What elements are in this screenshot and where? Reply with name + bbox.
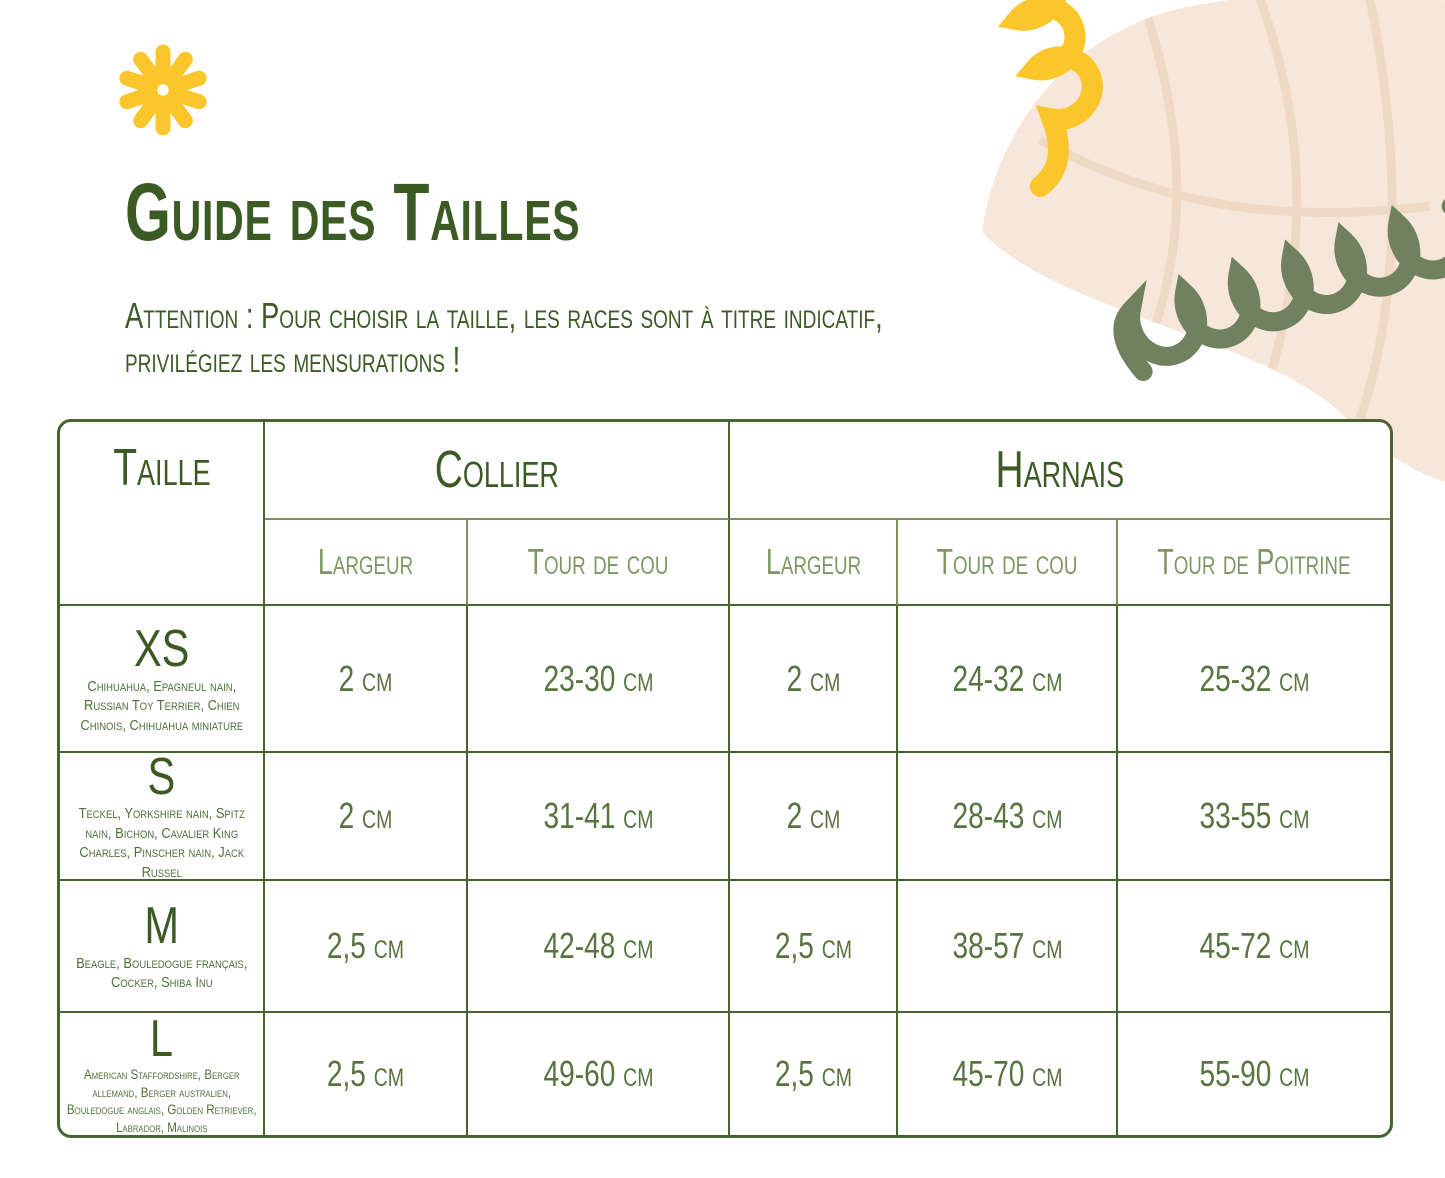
- subheader-collier-largeur: Largeur: [265, 520, 468, 606]
- group-header-collier: Collier: [265, 422, 730, 520]
- group-header-harnais: Harnais: [730, 422, 1390, 520]
- cell-xs-harnais-tour-de-poitrine: 25-32 cm: [1118, 606, 1390, 753]
- subheader-harnais-largeur: Largeur: [730, 520, 898, 606]
- warning-note: [125, 294, 1122, 382]
- cell-m-harnais-tour-de-poitrine: 45-72 cm: [1118, 881, 1390, 1013]
- cell-s-harnais-largeur: 2 cm: [730, 753, 898, 881]
- size-row-s-label: [60, 753, 265, 881]
- cell-s-harnais-tour-de-poitrine: 33-55 cm: [1118, 753, 1390, 881]
- subheader-collier-tour-de-cou: Tour de cou: [468, 520, 730, 606]
- cell-s-collier-largeur: 2 cm: [265, 753, 468, 881]
- subheader-harnais-tour-de-poitrine: Tour de Poitrine: [1118, 520, 1390, 606]
- breed-list: Teckel, Yorkshire nain, Spitz nain, Bichon, Cavalier King Charles, Pinscher nain, Jack Russel: [78, 805, 245, 881]
- breed-list: Beagle, Bouledogue français, Cocker, Shiba Inu: [75, 954, 248, 992]
- cell-xs-harnais-largeur: 2 cm: [730, 606, 898, 753]
- size-letter: L: [149, 1013, 174, 1068]
- cell-l-collier-tour-de-cou: 49-60 cm: [468, 1013, 730, 1135]
- cell-s-harnais-tour-de-cou: 28-43 cm: [898, 753, 1118, 881]
- cell-l-harnais-tour-de-cou: 45-70 cm: [898, 1013, 1118, 1135]
- size-guide-table: [57, 419, 1393, 1138]
- size-row-l-label: [60, 1013, 265, 1135]
- sunburst-icon: [127, 52, 199, 128]
- cell-xs-collier-largeur: 2 cm: [265, 606, 468, 753]
- cell-xs-collier-tour-de-cou: 23-30 cm: [468, 606, 730, 753]
- breed-list: American Staffordshire, Berger allemand, Berger australien, Bouledogue anglais, Golden Retriever, Labrador, Malinois: [66, 1067, 257, 1135]
- subheader-harnais-tour-de-cou: Tour de cou: [898, 520, 1118, 606]
- cell-l-harnais-tour-de-poitrine: 55-90 cm: [1199, 1053, 1309, 1094]
- warning-line-2: privilégiez les mensurations !: [125, 339, 461, 380]
- size-letter: M: [144, 897, 179, 956]
- warning-line-1: Attention : Pour choisir la taille, les races sont à titre indicatif,: [125, 295, 883, 336]
- cell-m-harnais-tour-de-cou: 38-57 cm: [898, 881, 1118, 1013]
- breed-list: Chihuahua, Epagneul nain, Russian Toy Terrier, Chien Chinois, Chihuahua miniature: [80, 677, 243, 734]
- cell-m-collier-tour-de-cou: 42-48 cm: [468, 881, 730, 1013]
- cell-m-collier-largeur: 2,5 cm: [265, 881, 468, 1013]
- size-letter: XS: [133, 619, 190, 678]
- column-header-taille: Taille: [60, 422, 265, 606]
- page-title: Guide des Tailles: [125, 167, 581, 258]
- size-row-m-label: [60, 881, 265, 1013]
- cell-s-collier-tour-de-cou: 31-41 cm: [468, 753, 730, 881]
- cell-l-collier-largeur: 2,5 cm: [265, 1013, 468, 1135]
- size-letter: S: [147, 753, 176, 806]
- cell-l-harnais-largeur: 2,5 cm: [730, 1013, 898, 1135]
- cell-xs-harnais-tour-de-cou: 24-32 cm: [898, 606, 1118, 753]
- size-row-xs-label: [60, 606, 265, 753]
- cell-m-harnais-largeur: 2,5 cm: [730, 881, 898, 1013]
